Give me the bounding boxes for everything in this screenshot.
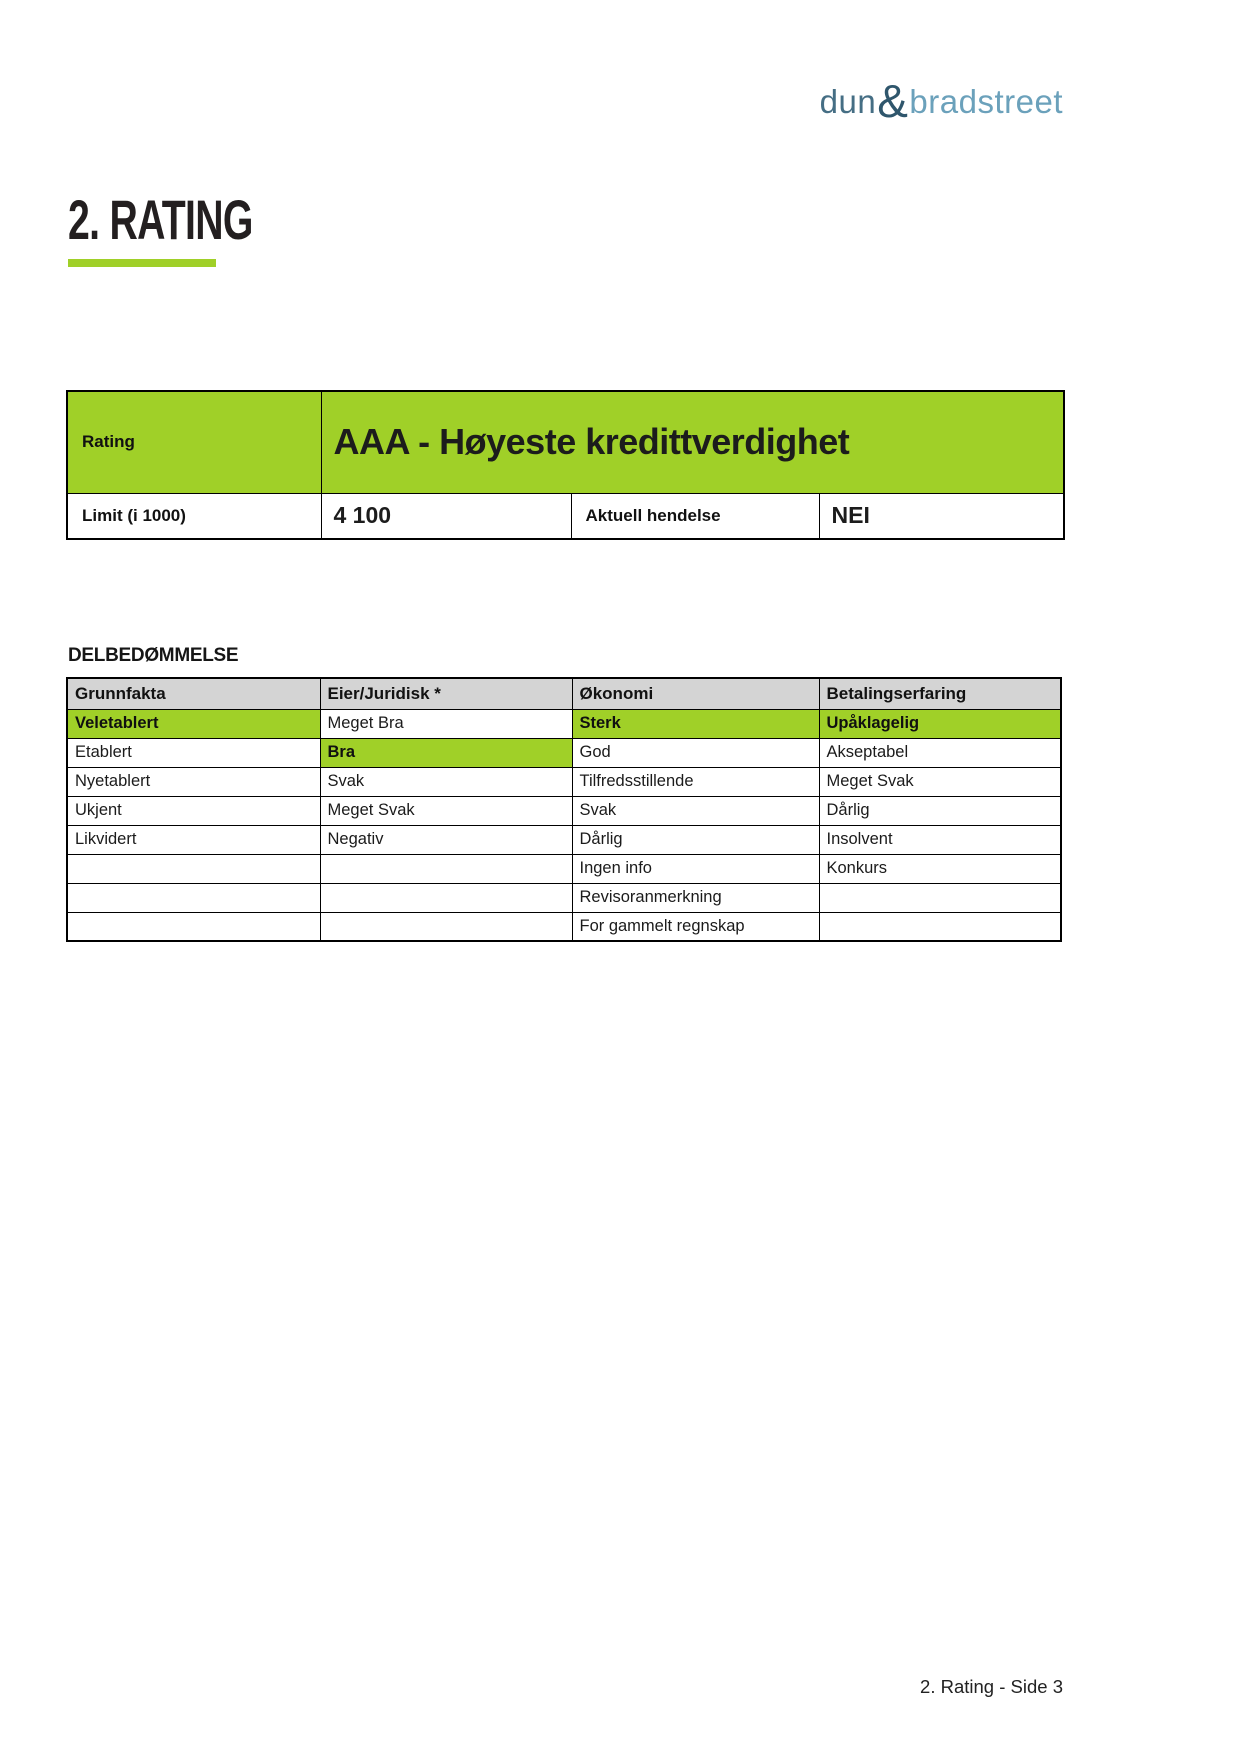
assessment-row [67, 709, 1061, 738]
assessment-cell: Dårlig [819, 796, 1061, 825]
title-underline [68, 259, 216, 267]
assessment-cell [320, 854, 572, 883]
assessment-cell: Svak [572, 796, 819, 825]
logo-bradstreet-text: bradstreet [909, 83, 1063, 120]
assessment-section-title: DELBEDØMMELSE [68, 645, 239, 666]
column-header-grunnfakta: Grunnfakta [67, 678, 320, 709]
assessment-cell: Konkurs [819, 854, 1061, 883]
page-title: 2. RATING [68, 188, 253, 251]
assessment-cell: Dårlig [572, 825, 819, 854]
footer-page-label: 2. Rating - Side 3 [920, 1676, 1063, 1697]
column-header-betalingserfaring: Betalingserfaring [819, 678, 1061, 709]
dun-bradstreet-logo [819, 74, 1063, 127]
assessment-cell: Insolvent [819, 825, 1061, 854]
assessment-cell: Svak [320, 767, 572, 796]
assessment-row [67, 825, 1061, 854]
assessment-cell: God [572, 738, 819, 767]
assessment-cell: Ingen info [572, 854, 819, 883]
assessment-cell: Sterk [572, 709, 819, 738]
assessment-row [67, 854, 1061, 883]
logo-dun-text: dun [819, 83, 877, 120]
assessment-cell [67, 912, 320, 941]
rating-value: AAA - Høyeste kredittverdighet [321, 391, 1064, 493]
assessment-cell: Upåklagelig [819, 709, 1061, 738]
assessment-cell: Negativ [320, 825, 572, 854]
column-header-eier-juridisk: Eier/Juridisk * [320, 678, 572, 709]
column-header-okonomi: Økonomi [572, 678, 819, 709]
assessment-cell [67, 854, 320, 883]
assessment-cell: For gammelt regnskap [572, 912, 819, 941]
logo-ampersand-icon: & [877, 75, 909, 127]
assessment-cell: Bra [320, 738, 572, 767]
current-event-label: Aktuell hendelse [571, 493, 819, 539]
assessment-cell: Meget Svak [819, 767, 1061, 796]
assessment-cell: Meget Svak [320, 796, 572, 825]
assessment-cell: Veletablert [67, 709, 320, 738]
limit-label: Limit (i 1000) [67, 493, 321, 539]
assessment-row [67, 912, 1061, 941]
assessment-row [67, 796, 1061, 825]
assessment-cell [67, 883, 320, 912]
assessment-cell: Ukjent [67, 796, 320, 825]
limit-row [67, 493, 1064, 539]
assessment-cell: Meget Bra [320, 709, 572, 738]
assessment-cell: Etablert [67, 738, 320, 767]
assessment-cell: Likvidert [67, 825, 320, 854]
assessment-cell [819, 883, 1061, 912]
assessment-cell: Tilfredsstillende [572, 767, 819, 796]
rating-table [66, 390, 1065, 540]
assessment-cell [320, 883, 572, 912]
assessment-cell: Nyetablert [67, 767, 320, 796]
current-event-value: NEI [819, 493, 1064, 539]
assessment-table [66, 677, 1062, 942]
assessment-row [67, 883, 1061, 912]
assessment-cell [819, 912, 1061, 941]
rating-row [67, 391, 1064, 493]
assessment-row [67, 767, 1061, 796]
assessment-row [67, 738, 1061, 767]
limit-value: 4 100 [321, 493, 571, 539]
assessment-cell [320, 912, 572, 941]
assessment-header-row [67, 678, 1061, 709]
assessment-cell: Akseptabel [819, 738, 1061, 767]
assessment-cell: Revisoranmerkning [572, 883, 819, 912]
rating-label: Rating [67, 391, 321, 493]
